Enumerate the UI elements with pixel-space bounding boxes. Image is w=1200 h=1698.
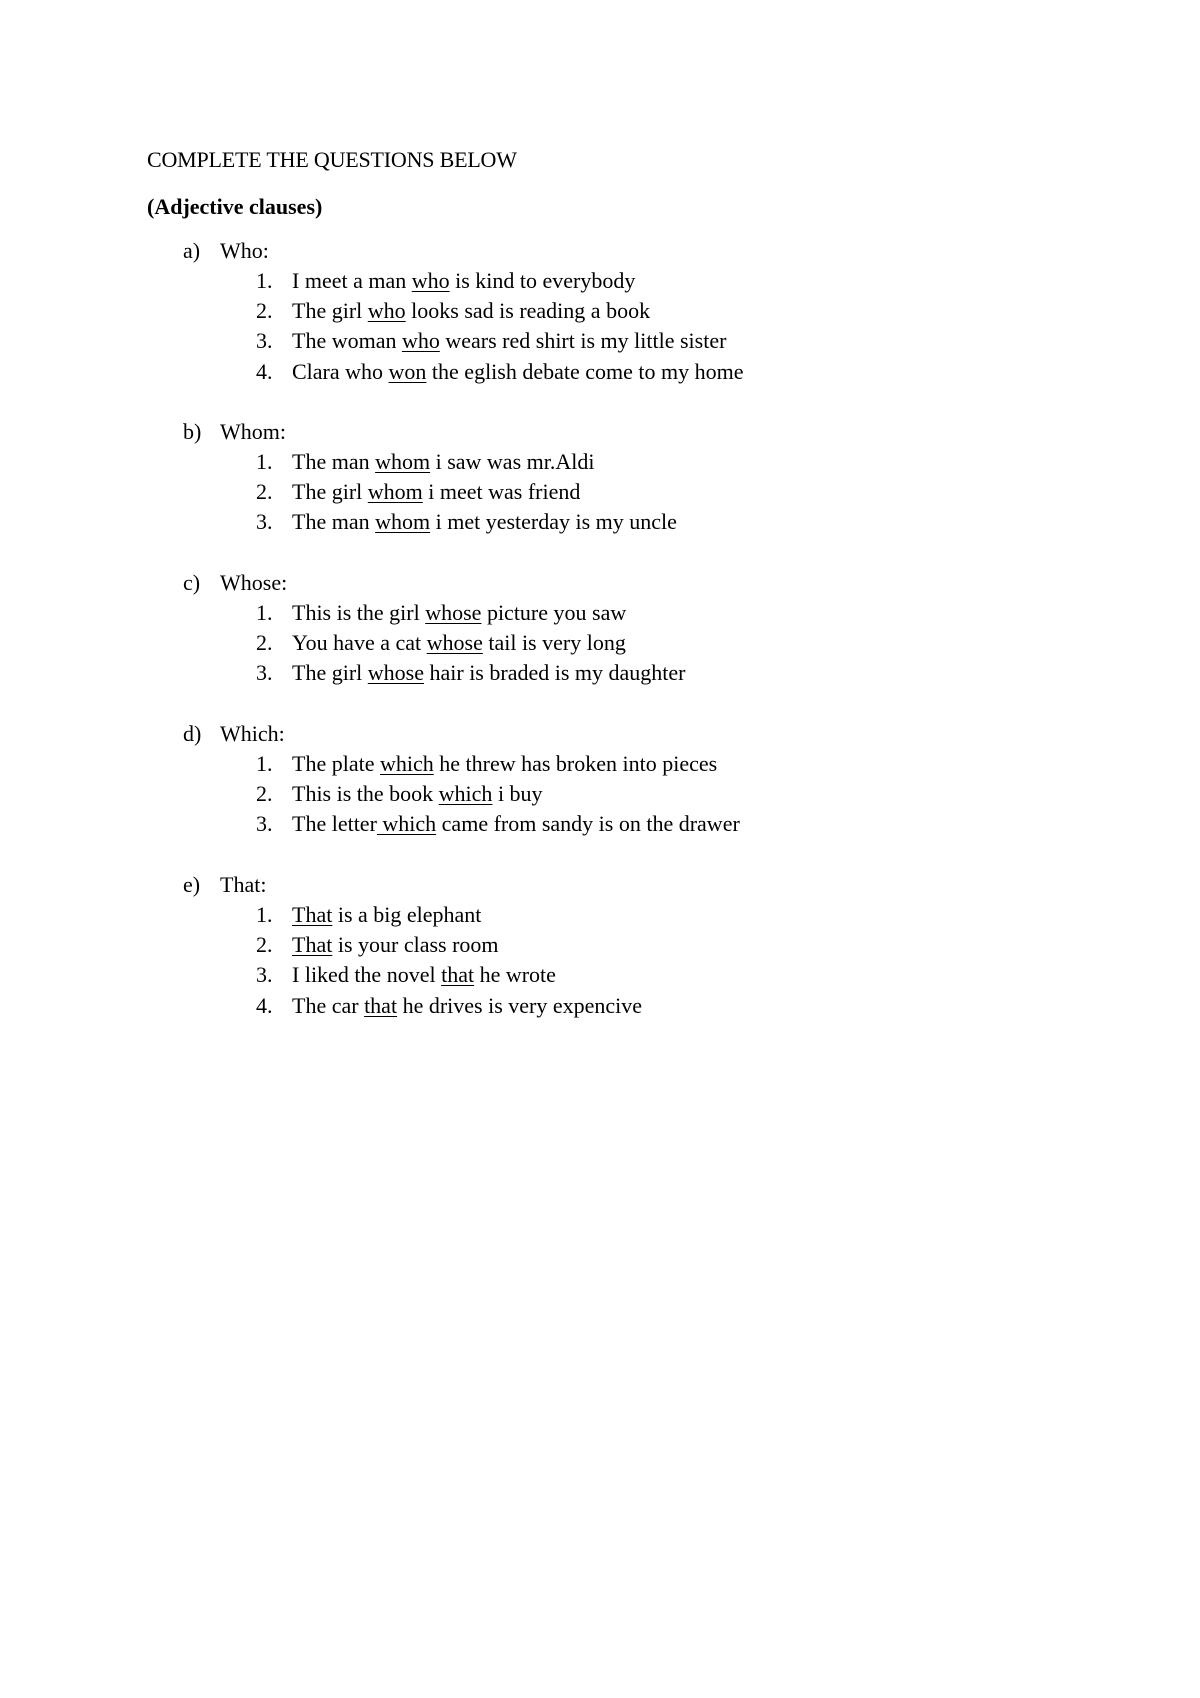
item-sentence [292, 931, 499, 959]
sentence-start: The woman [292, 328, 402, 354]
underlined-pronoun: who [367, 298, 406, 324]
item-sentence [292, 267, 635, 295]
item-sentence [292, 629, 626, 657]
item-sentence [292, 508, 677, 536]
sentence-start: This is the book [292, 781, 439, 807]
sentence-start: Clara who [292, 358, 389, 384]
underlined-pronoun: which [438, 781, 493, 807]
item-sentence [292, 961, 556, 989]
sentence-end: he threw has broken into pieces [433, 751, 718, 776]
list-item [0, 901, 1200, 931]
underlined-pronoun: whose [425, 600, 482, 625]
item-sentence [292, 659, 685, 687]
sentence-end: i met yesterday is my uncle [430, 509, 677, 535]
underlined-pronoun: whom [375, 449, 431, 474]
list-item [0, 478, 1200, 508]
item-sentence [292, 448, 594, 476]
item-sentence [292, 780, 543, 808]
item-sentence [292, 901, 481, 929]
section-label: Whose: [220, 570, 288, 595]
sentence-start: The girl [292, 660, 368, 686]
sentence-end: he drives is very expencive [397, 992, 643, 1018]
item-number: 1. [256, 268, 273, 293]
item-number: 2. [256, 781, 273, 807]
sentence-list [0, 750, 1200, 841]
page-title: COMPLETE THE QUESTIONS BELOW [147, 147, 517, 172]
list-item [0, 992, 1200, 1022]
sentence-start: The letter [292, 811, 377, 837]
list-item [0, 599, 1200, 629]
item-number: 1. [256, 902, 273, 927]
section-label: Who: [220, 238, 269, 263]
item-sentence [292, 992, 642, 1020]
item-number: 3. [256, 509, 273, 535]
underlined-pronoun: whom [367, 479, 423, 505]
list-item [0, 750, 1200, 780]
section-letter: a) [183, 238, 201, 263]
sentence-end: came from sandy is on the drawer [436, 811, 740, 837]
item-number: 2. [256, 479, 273, 505]
sentence-end: i saw was mr.Aldi [430, 449, 595, 474]
list-item [0, 267, 1200, 297]
section-heading [183, 569, 287, 597]
section-heading [183, 237, 269, 265]
underlined-pronoun: who [411, 268, 450, 293]
sentence-start: The man [292, 449, 376, 474]
underlined-pronoun: That [292, 932, 333, 958]
sentence-list [0, 448, 1200, 539]
section-letter: b) [183, 419, 202, 444]
item-number: 3. [256, 328, 273, 354]
section-letter: c) [183, 570, 201, 595]
item-sentence [292, 478, 580, 506]
underlined-pronoun: whom [375, 509, 431, 535]
sentence-end: is a big elephant [332, 902, 482, 927]
underlined-pronoun: whose [426, 630, 483, 656]
underlined-pronoun: who [401, 328, 440, 354]
sentence-start: The girl [292, 298, 368, 324]
sentence-end: is your class room [332, 932, 499, 958]
underlined-pronoun: which [379, 751, 434, 776]
item-sentence [292, 297, 650, 325]
sentence-list [0, 267, 1200, 388]
section-label: Which: [220, 721, 285, 746]
list-item [0, 327, 1200, 357]
item-number: 3. [256, 811, 273, 837]
list-item [0, 508, 1200, 538]
section-label: That: [220, 872, 267, 897]
sentence-start: I meet a man [292, 268, 412, 293]
item-number: 2. [256, 932, 273, 958]
item-sentence [292, 810, 740, 838]
sentence-end: wears red shirt is my little sister [439, 328, 727, 354]
page-subtitle: (Adjective clauses) [147, 194, 323, 219]
sentence-end: is kind to everybody [449, 268, 636, 293]
sentence-start: This is the girl [292, 600, 426, 625]
sentence-start: You have a cat [292, 630, 427, 656]
list-item [0, 448, 1200, 478]
sentence-end: i buy [492, 781, 543, 807]
item-sentence [292, 358, 744, 386]
sentence-end: he wrote [474, 962, 556, 988]
underlined-pronoun: That [292, 902, 333, 927]
sentence-start: The plate [292, 751, 380, 776]
item-number: 4. [256, 358, 273, 384]
sentence-start: I liked the novel [292, 962, 442, 988]
section-heading [183, 720, 285, 748]
underlined-pronoun: which [376, 811, 437, 837]
underlined-pronoun: won [388, 358, 427, 384]
item-number: 1. [256, 600, 273, 625]
sentence-end: i meet was friend [422, 479, 581, 505]
underlined-pronoun: whose [367, 660, 424, 686]
sentence-list [0, 599, 1200, 690]
item-sentence [292, 327, 726, 355]
list-item [0, 780, 1200, 810]
item-sentence [292, 599, 626, 627]
list-item [0, 931, 1200, 961]
sentence-end: picture you saw [481, 600, 627, 625]
sentence-end: hair is braded is my daughter [423, 660, 686, 686]
list-item [0, 810, 1200, 840]
item-number: 2. [256, 298, 273, 324]
list-item [0, 961, 1200, 991]
item-sentence [292, 750, 717, 778]
list-item [0, 358, 1200, 388]
section-heading [183, 871, 266, 899]
sentence-start: The girl [292, 479, 368, 505]
item-number: 4. [256, 992, 273, 1018]
list-item [0, 659, 1200, 689]
item-number: 3. [256, 962, 273, 988]
item-number: 3. [256, 660, 273, 686]
sentence-end: the eglish debate come to my home [426, 358, 744, 384]
sentence-list [0, 901, 1200, 1022]
sentence-start: The man [292, 509, 376, 535]
item-number: 1. [256, 751, 273, 776]
item-number: 1. [256, 449, 273, 474]
underlined-pronoun: that [441, 962, 475, 988]
sentence-end: looks sad is reading a book [405, 298, 651, 324]
section-heading [183, 418, 286, 446]
section-label: Whom: [220, 419, 286, 444]
section-letter: d) [183, 721, 202, 746]
list-item [0, 297, 1200, 327]
section-letter: e) [183, 872, 201, 897]
sentence-end: tail is very long [482, 630, 626, 656]
list-item [0, 629, 1200, 659]
item-number: 2. [256, 630, 273, 656]
underlined-pronoun: that [364, 992, 398, 1018]
sentence-start: The car [292, 992, 365, 1018]
